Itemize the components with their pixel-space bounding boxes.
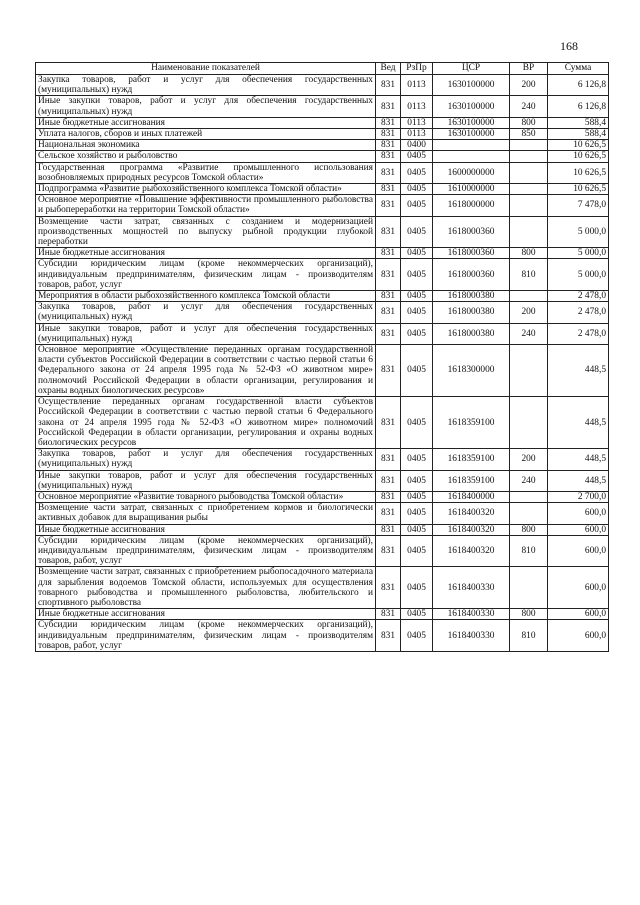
cell-csr: 1618400320 [433,503,510,524]
cell-csr: 1618400330 [433,567,510,609]
cell-vr [510,151,548,162]
cell-csr: 1630100000 [433,129,510,140]
cell-csr: 1630100000 [433,75,510,96]
table-row [36,567,609,609]
cell-sum: 5 000,0 [548,259,609,291]
cell-ved: 831 [376,75,401,96]
cell-csr: 1618000360 [433,216,510,248]
cell-sum: 5 000,0 [548,248,609,259]
cell-ved: 831 [376,96,401,117]
table-row [36,503,609,524]
table-row [36,140,609,151]
table-row [36,491,609,502]
cell-rzpr: 0405 [401,491,433,502]
cell-rzpr: 0405 [401,195,433,216]
cell-ved: 831 [376,291,401,302]
cell-ved: 831 [376,259,401,291]
cell-sum: 588,4 [548,117,609,128]
cell-vr [510,162,548,183]
table-row [36,129,609,140]
cell-csr: 1618300000 [433,345,510,397]
cell-name: Иные бюджетные ассигнования [36,609,376,620]
cell-vr: 800 [510,248,548,259]
cell-sum: 2 478,0 [548,302,609,323]
cell-csr: 1618400330 [433,620,510,652]
cell-name: Субсидии юридическим лицам (кроме некоммерческих организаций), индивидуальным предпринимателям, физическим лицам - производителям товаров, работ, услуг [36,535,376,567]
cell-rzpr: 0405 [401,449,433,470]
cell-name: Иные бюджетные ассигнования [36,248,376,259]
cell-rzpr: 0405 [401,345,433,397]
cell-name: Подпрограмма «Развитие рыбохозяйственного комплекса Томской области» [36,184,376,195]
cell-sum: 600,0 [548,524,609,535]
cell-name: Осуществление переданных органам государственной власти субъектов Российской Федерации в соответствии с частью первой статьи 6 Федерального закона от 24 апреля 1995 года № 52-ФЗ «О животном мире» полномочий Российской Федерации в области организации, регулирования и охраны водных биологических ресурсов [36,397,376,449]
cell-vr: 800 [510,609,548,620]
cell-csr: 1618359100 [433,397,510,449]
cell-rzpr: 0405 [401,184,433,195]
table-row [36,323,609,344]
table-row [36,184,609,195]
table-header-row [36,63,609,75]
cell-ved: 831 [376,184,401,195]
cell-sum: 2 700,0 [548,491,609,502]
header-rzpr: РзПр [401,63,433,75]
cell-rzpr: 0405 [401,470,433,491]
cell-name: Закупка товаров, работ и услуг для обеспечения государственных (муниципальных) нужд [36,302,376,323]
cell-rzpr: 0405 [401,323,433,344]
cell-sum: 600,0 [548,609,609,620]
cell-ved: 831 [376,345,401,397]
table-row [36,524,609,535]
cell-sum: 600,0 [548,567,609,609]
cell-name: Сельское хозяйство и рыболовство [36,151,376,162]
cell-rzpr: 0113 [401,129,433,140]
cell-sum: 448,5 [548,397,609,449]
cell-ved: 831 [376,397,401,449]
cell-csr [433,151,510,162]
cell-vr: 240 [510,96,548,117]
cell-name: Закупка товаров, работ и услуг для обеспечения государственных (муниципальных) нужд [36,75,376,96]
cell-name: Государственная программа «Развитие промышленного использования возобновляемых природных ресурсов Томской области» [36,162,376,183]
cell-ved: 831 [376,162,401,183]
cell-csr: 1618000380 [433,323,510,344]
cell-csr: 1630100000 [433,117,510,128]
cell-csr: 1610000000 [433,184,510,195]
cell-name: Субсидии юридическим лицам (кроме некоммерческих организаций), индивидуальным предпринимателям, физическим лицам - производителям товаров, работ, услуг [36,259,376,291]
cell-ved: 831 [376,195,401,216]
cell-vr [510,140,548,151]
cell-sum: 2 478,0 [548,323,609,344]
cell-rzpr: 0405 [401,609,433,620]
cell-vr: 240 [510,323,548,344]
cell-name: Иные бюджетные ассигнования [36,524,376,535]
cell-rzpr: 0405 [401,535,433,567]
cell-vr [510,567,548,609]
cell-sum: 600,0 [548,620,609,652]
cell-vr: 800 [510,524,548,535]
cell-name: Иные закупки товаров, работ и услуг для обеспечения государственных (муниципальных) нужд [36,96,376,117]
cell-sum: 7 478,0 [548,195,609,216]
cell-rzpr: 0405 [401,248,433,259]
cell-ved: 831 [376,524,401,535]
cell-ved: 831 [376,567,401,609]
table-row [36,117,609,128]
cell-csr: 1618000380 [433,291,510,302]
cell-vr: 200 [510,302,548,323]
cell-name: Субсидии юридическим лицам (кроме некоммерческих организаций), индивидуальным предпринимателям, физическим лицам - производителям товаров, работ, услуг [36,620,376,652]
cell-sum: 10 626,5 [548,151,609,162]
cell-sum: 5 000,0 [548,216,609,248]
cell-vr [510,216,548,248]
cell-csr: 1618000000 [433,195,510,216]
cell-csr: 1618000360 [433,248,510,259]
cell-name: Мероприятия в области рыбохозяйственного комплекса Томской области [36,291,376,302]
cell-vr: 850 [510,129,548,140]
cell-name: Иные бюджетные ассигнования [36,117,376,128]
cell-rzpr: 0405 [401,620,433,652]
header-csr: ЦСР [433,63,510,75]
cell-name: Основное мероприятие «Развитие товарного рыбоводства Томской области» [36,491,376,502]
cell-rzpr: 0405 [401,567,433,609]
cell-name: Уплата налогов, сборов и иных платежей [36,129,376,140]
cell-name: Возмещение части затрат, связанных с приобретением рыбопосадочного материала для зарыбления водоемов Томской области, используемых для осуществления товарного рыбоводства и промышленного рыболовства, любительского и спортивного рыболовства [36,567,376,609]
cell-rzpr: 0405 [401,216,433,248]
cell-ved: 831 [376,470,401,491]
cell-ved: 831 [376,609,401,620]
cell-name: Иные закупки товаров, работ и услуг для обеспечения государственных (муниципальных) нужд [36,323,376,344]
cell-sum: 448,5 [548,345,609,397]
cell-vr: 810 [510,259,548,291]
table-row [36,620,609,652]
cell-csr: 1618359100 [433,470,510,491]
cell-csr: 1618400320 [433,535,510,567]
cell-name: Возмещение части затрат, связанных с приобретением кормов и биологически активных добавок для выращивания рыбы [36,503,376,524]
cell-rzpr: 0405 [401,259,433,291]
cell-csr: 1618400320 [433,524,510,535]
cell-ved: 831 [376,140,401,151]
header-name: Наименование показателей [36,63,376,75]
cell-rzpr: 0113 [401,75,433,96]
table-row [36,449,609,470]
cell-sum: 10 626,5 [548,162,609,183]
cell-rzpr: 0113 [401,117,433,128]
cell-name: Возмещение части затрат, связанных с созданием и модернизацией производственных мощностей по выпуску рыбной продукции глубокой переработки [36,216,376,248]
cell-vr: 240 [510,470,548,491]
cell-vr: 800 [510,117,548,128]
cell-vr: 810 [510,620,548,652]
table-row [36,162,609,183]
cell-rzpr: 0405 [401,291,433,302]
table-row [36,259,609,291]
cell-ved: 831 [376,535,401,567]
cell-vr [510,184,548,195]
cell-name: Основное мероприятие «Осуществление переданных органам государственной власти субъектов Российской Федерации в соответствии с частью первой статьи 6 Федерального закона от 24 апреля 1995 года № 52-ФЗ «О животном мире» полномочий Российской Федерации в области организации, регулирования и охраны водных биологических ресурсов» [36,345,376,397]
cell-sum: 10 626,5 [548,140,609,151]
cell-rzpr: 0113 [401,96,433,117]
cell-ved: 831 [376,151,401,162]
page-number: 168 [560,39,578,53]
table-row [36,248,609,259]
cell-rzpr: 0405 [401,397,433,449]
cell-sum: 600,0 [548,535,609,567]
cell-rzpr: 0405 [401,162,433,183]
cell-sum: 10 626,5 [548,184,609,195]
cell-rzpr: 0405 [401,302,433,323]
table-row [36,470,609,491]
cell-vr: 810 [510,535,548,567]
header-vr: ВР [510,63,548,75]
cell-ved: 831 [376,117,401,128]
cell-csr: 1600000000 [433,162,510,183]
cell-ved: 831 [376,129,401,140]
cell-ved: 831 [376,491,401,502]
cell-sum: 2 478,0 [548,291,609,302]
table-row [36,397,609,449]
cell-sum: 600,0 [548,503,609,524]
cell-vr [510,195,548,216]
cell-csr: 1618400000 [433,491,510,502]
table-row [36,609,609,620]
table-row [36,96,609,117]
table-row [36,195,609,216]
table-row [36,75,609,96]
table-row [36,535,609,567]
cell-sum: 6 126,8 [548,75,609,96]
cell-vr [510,345,548,397]
table-row [36,302,609,323]
cell-ved: 831 [376,248,401,259]
cell-ved: 831 [376,323,401,344]
cell-ved: 831 [376,216,401,248]
table-row [36,151,609,162]
cell-ved: 831 [376,503,401,524]
cell-rzpr: 0405 [401,151,433,162]
cell-sum: 448,5 [548,470,609,491]
cell-ved: 831 [376,302,401,323]
cell-sum: 588,4 [548,129,609,140]
header-sum: Сумма [548,63,609,75]
cell-csr: 1618400330 [433,609,510,620]
budget-table [35,62,609,652]
table-row [36,216,609,248]
cell-vr [510,491,548,502]
cell-name: Закупка товаров, работ и услуг для обеспечения государственных (муниципальных) нужд [36,449,376,470]
cell-vr [510,503,548,524]
cell-ved: 831 [376,449,401,470]
cell-rzpr: 0400 [401,140,433,151]
cell-rzpr: 0405 [401,503,433,524]
cell-csr: 1618000360 [433,259,510,291]
cell-vr: 200 [510,449,548,470]
cell-sum: 6 126,8 [548,96,609,117]
cell-vr: 200 [510,75,548,96]
cell-ved: 831 [376,620,401,652]
cell-vr [510,291,548,302]
cell-name: Иные закупки товаров, работ и услуг для обеспечения государственных (муниципальных) нужд [36,470,376,491]
cell-csr: 1618359100 [433,449,510,470]
cell-csr: 1618000380 [433,302,510,323]
header-ved: Вед [376,63,401,75]
cell-name: Основное мероприятие «Повышение эффективности промышленного рыболовства и рыбопереработки на территории Томской области» [36,195,376,216]
cell-name: Национальная экономика [36,140,376,151]
cell-rzpr: 0405 [401,524,433,535]
table-row [36,345,609,397]
cell-csr: 1630100000 [433,96,510,117]
table-row [36,291,609,302]
cell-csr [433,140,510,151]
cell-sum: 448,5 [548,449,609,470]
cell-vr [510,397,548,449]
